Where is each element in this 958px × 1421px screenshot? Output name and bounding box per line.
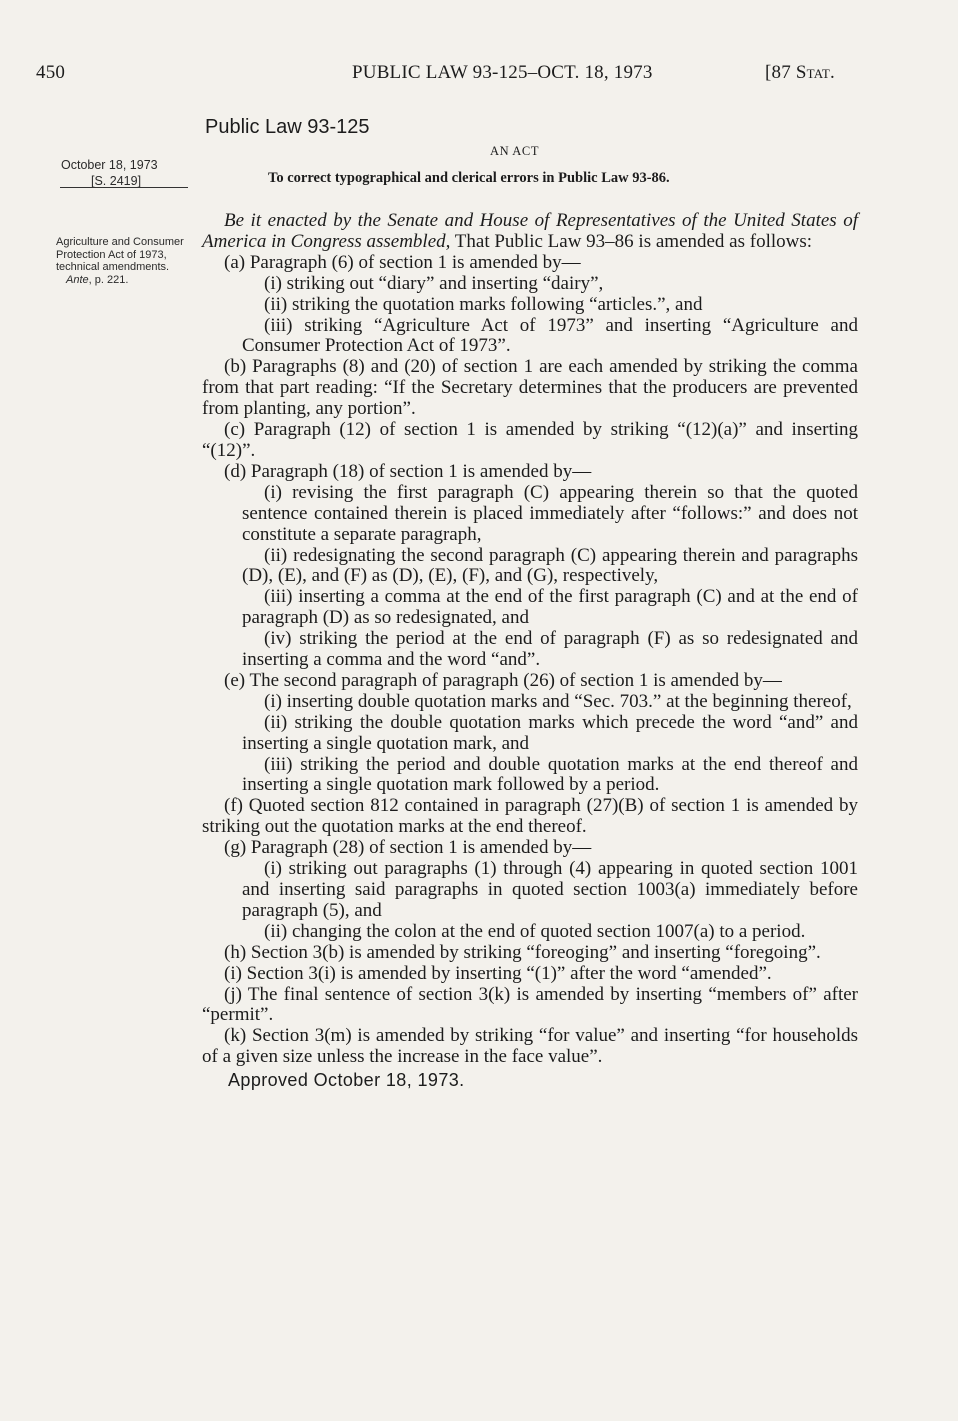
amendment-clause: (i) striking out “diary” and inserting “dairy”, <box>264 272 604 294</box>
running-head-title: PUBLIC LAW 93-125–OCT. 18, 1973 <box>352 62 653 83</box>
margin-divider <box>60 187 188 188</box>
margin-bill-number: [S. 2419] <box>91 174 142 188</box>
amendment-list <box>202 253 858 1068</box>
amendment-clause: (i) revising the first paragraph (C) appearing therein so that the quoted sentence contained therein is placed immediately after “follows:” and does not constitute a separate paragraph, <box>242 481 858 545</box>
amendment-clause: (i) striking out paragraphs (1) through (4) appearing in quoted section 1001 and inserting said paragraphs in quoted section 1003(a) immediately before paragraph (5), and <box>242 858 858 921</box>
amendment-clause: (iii) striking the period and double quotation marks at the end thereof and inserting a single quotation mark followed by a period. <box>242 753 858 796</box>
amendment-paragraph: (i) Section 3(i) is amended by inserting “(1)” after the word “amended”. <box>224 962 772 984</box>
act-purpose: To correct typographical and clerical errors in Public Law 93-86. <box>268 170 670 186</box>
approval-date: Approved October 18, 1973. <box>228 1070 465 1091</box>
public-law-heading: Public Law 93-125 <box>205 116 370 138</box>
margin-ref-ante: Ante <box>66 273 89 286</box>
margin-note-text: Agriculture and Consumer Protection Act of 1973, technical amendments. <box>56 236 184 273</box>
amendment-clause: (iii) inserting a comma at the end of the first paragraph (C) and at the end of paragraph (D) as so redesignated, and <box>242 586 858 629</box>
amendment-clause: (ii) redesignating the second paragraph (C) appearing therein and paragraphs (D), (E), and (F) as (D), (E), (F), and (G), respectively, <box>242 544 858 587</box>
amendment-paragraph: (k) Section 3(m) is amended by striking “for value” and inserting “for households of a given size unless the increase in the face value”. <box>202 1025 858 1068</box>
amendment-paragraph: (a) Paragraph (6) of section 1 is amended by— <box>224 251 581 273</box>
amendment-paragraph: (j) The final sentence of section 3(k) is amended by inserting “members of” after “permit”. <box>202 983 858 1026</box>
margin-date: October 18, 1973 <box>61 158 158 172</box>
margin-note <box>56 236 186 286</box>
amendment-paragraph: (b) Paragraphs (8) and (20) of section 1 are each amended by striking the comma from that part reading: “If the Secretary determines that the producers are prevented from planting, any portion”. <box>202 356 858 420</box>
margin-ref-page: , p. 221. <box>88 273 129 286</box>
page-number: 450 <box>36 62 66 83</box>
amendment-paragraph: (c) Paragraph (12) of section 1 is amended by striking “(12)(a)” and inserting “(12)”. <box>202 419 858 461</box>
margin-reference <box>56 274 186 287</box>
margin-date-block <box>61 157 158 189</box>
enacting-clause-rest: That Public Law 93–86 is amended as follows: <box>450 230 813 252</box>
statute-volume <box>765 62 835 84</box>
enacting-clause-italic: Be it enacted by the Senate and House of Representatives of the United States of America in Congress assembled, <box>202 210 858 252</box>
amendment-paragraph: (f) Quoted section 812 contained in paragraph (27)(B) of section 1 is amended by striking out the quotation marks at the end thereof. <box>202 795 858 838</box>
amendment-clause: (ii) striking the double quotation marks which precede the word “and” and inserting a single quotation mark, and <box>242 711 858 754</box>
amendment-clause: (ii) striking the quotation marks following “articles.”, and <box>264 293 703 315</box>
amendment-paragraph: (g) Paragraph (28) of section 1 is amended by— <box>224 837 592 859</box>
amendment-clause: (iv) striking the period at the end of paragraph (F) as so redesignated and inserting a comma and the word “and”. <box>242 628 858 671</box>
amendment-paragraph: (h) Section 3(b) is amended by striking “foreoging” and inserting “foregoing”. <box>224 941 821 963</box>
an-act-label: AN ACT <box>490 144 540 158</box>
amendment-clause: (iii) striking “Agriculture Act of 1973” and inserting “Agriculture and Consumer Protection Act of 1973”. <box>242 314 858 357</box>
law-body <box>202 211 858 1091</box>
amendment-clause: (i) inserting double quotation marks and “Sec. 703.” at the beginning thereof, <box>264 690 852 712</box>
statute-volume-word: Stat. <box>795 62 835 83</box>
amendment-paragraph: (d) Paragraph (18) of section 1 is amended by— <box>224 460 592 482</box>
statute-volume-prefix: [87 <box>765 62 796 83</box>
amendment-paragraph: (e) The second paragraph of paragraph (26) of section 1 is amended by— <box>224 669 782 691</box>
amendment-clause: (ii) changing the colon at the end of quoted section 1007(a) to a period. <box>264 920 806 942</box>
enacting-clause <box>202 211 858 253</box>
